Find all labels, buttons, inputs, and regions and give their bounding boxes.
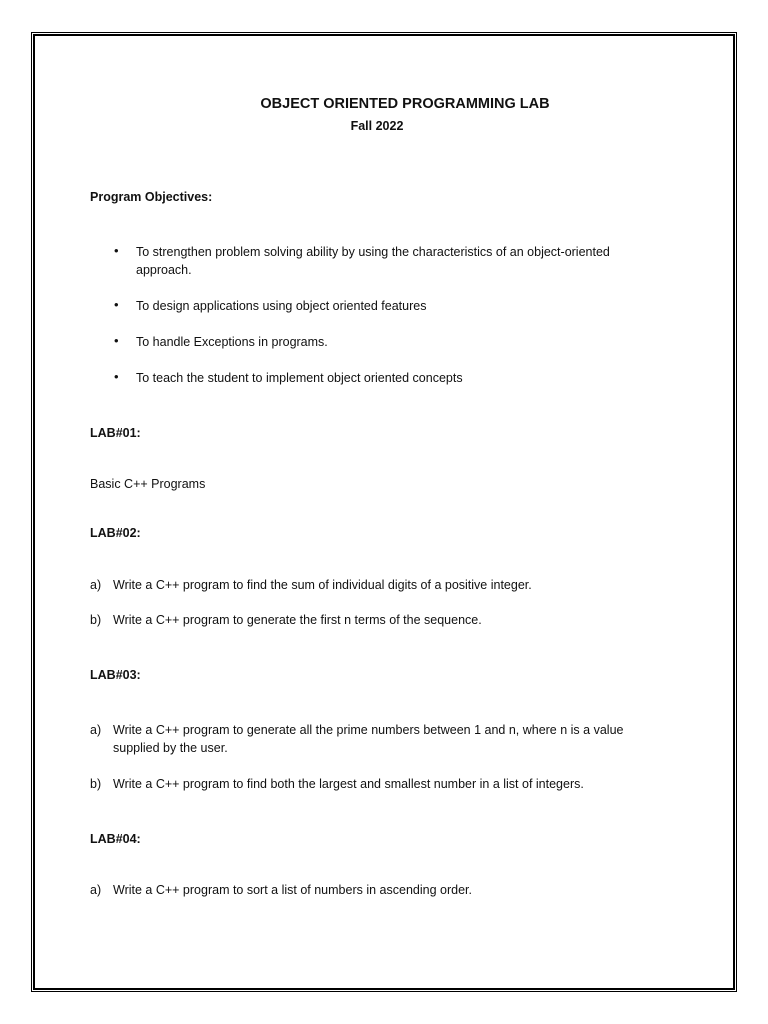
lab-description: Basic C++ Programs bbox=[90, 477, 206, 491]
bullet-marker: • bbox=[114, 297, 119, 312]
item-letter: b) bbox=[90, 777, 102, 791]
lab-heading: LAB#03: bbox=[90, 668, 141, 682]
objective-line: approach. bbox=[136, 263, 192, 277]
objective-line: To strengthen problem solving ability by using the characteristics of an object-oriented bbox=[136, 245, 610, 259]
item-letter: b) bbox=[90, 613, 102, 627]
lab-heading: LAB#04: bbox=[90, 832, 141, 846]
item-letter: a) bbox=[90, 578, 102, 592]
objective-item: To design applications using object oriented features bbox=[136, 299, 427, 313]
lab-item-line: Write a C++ program to generate all the prime numbers between 1 and n, where n is a value bbox=[113, 723, 624, 737]
item-letter: a) bbox=[90, 723, 102, 737]
document-subtitle: Fall 2022 bbox=[350, 119, 404, 133]
lab-item bbox=[113, 721, 623, 757]
page-border bbox=[31, 32, 737, 992]
lab-item: Write a C++ program to find both the largest and smallest number in a list of integers. bbox=[113, 777, 584, 791]
objectives-heading: Program Objectives: bbox=[90, 190, 213, 204]
lab-item: Write a C++ program to find the sum of individual digits of a positive integer. bbox=[113, 578, 532, 592]
item-letter: a) bbox=[90, 883, 102, 897]
document-title: OBJECT ORIENTED PROGRAMMING LAB bbox=[260, 96, 550, 112]
bullet-marker: • bbox=[114, 333, 119, 348]
objective-item: To handle Exceptions in programs. bbox=[136, 335, 328, 349]
lab-item-line: supplied by the user. bbox=[113, 741, 228, 755]
lab-heading: LAB#02: bbox=[90, 526, 141, 540]
objective-item bbox=[136, 243, 610, 279]
objective-item: To teach the student to implement object oriented concepts bbox=[136, 371, 463, 385]
lab-heading: LAB#01: bbox=[90, 426, 141, 440]
bullet-marker: • bbox=[114, 243, 119, 258]
lab-item: Write a C++ program to generate the first n terms of the sequence. bbox=[113, 613, 482, 627]
lab-item: Write a C++ program to sort a list of numbers in ascending order. bbox=[113, 883, 472, 897]
bullet-marker: • bbox=[114, 369, 119, 384]
